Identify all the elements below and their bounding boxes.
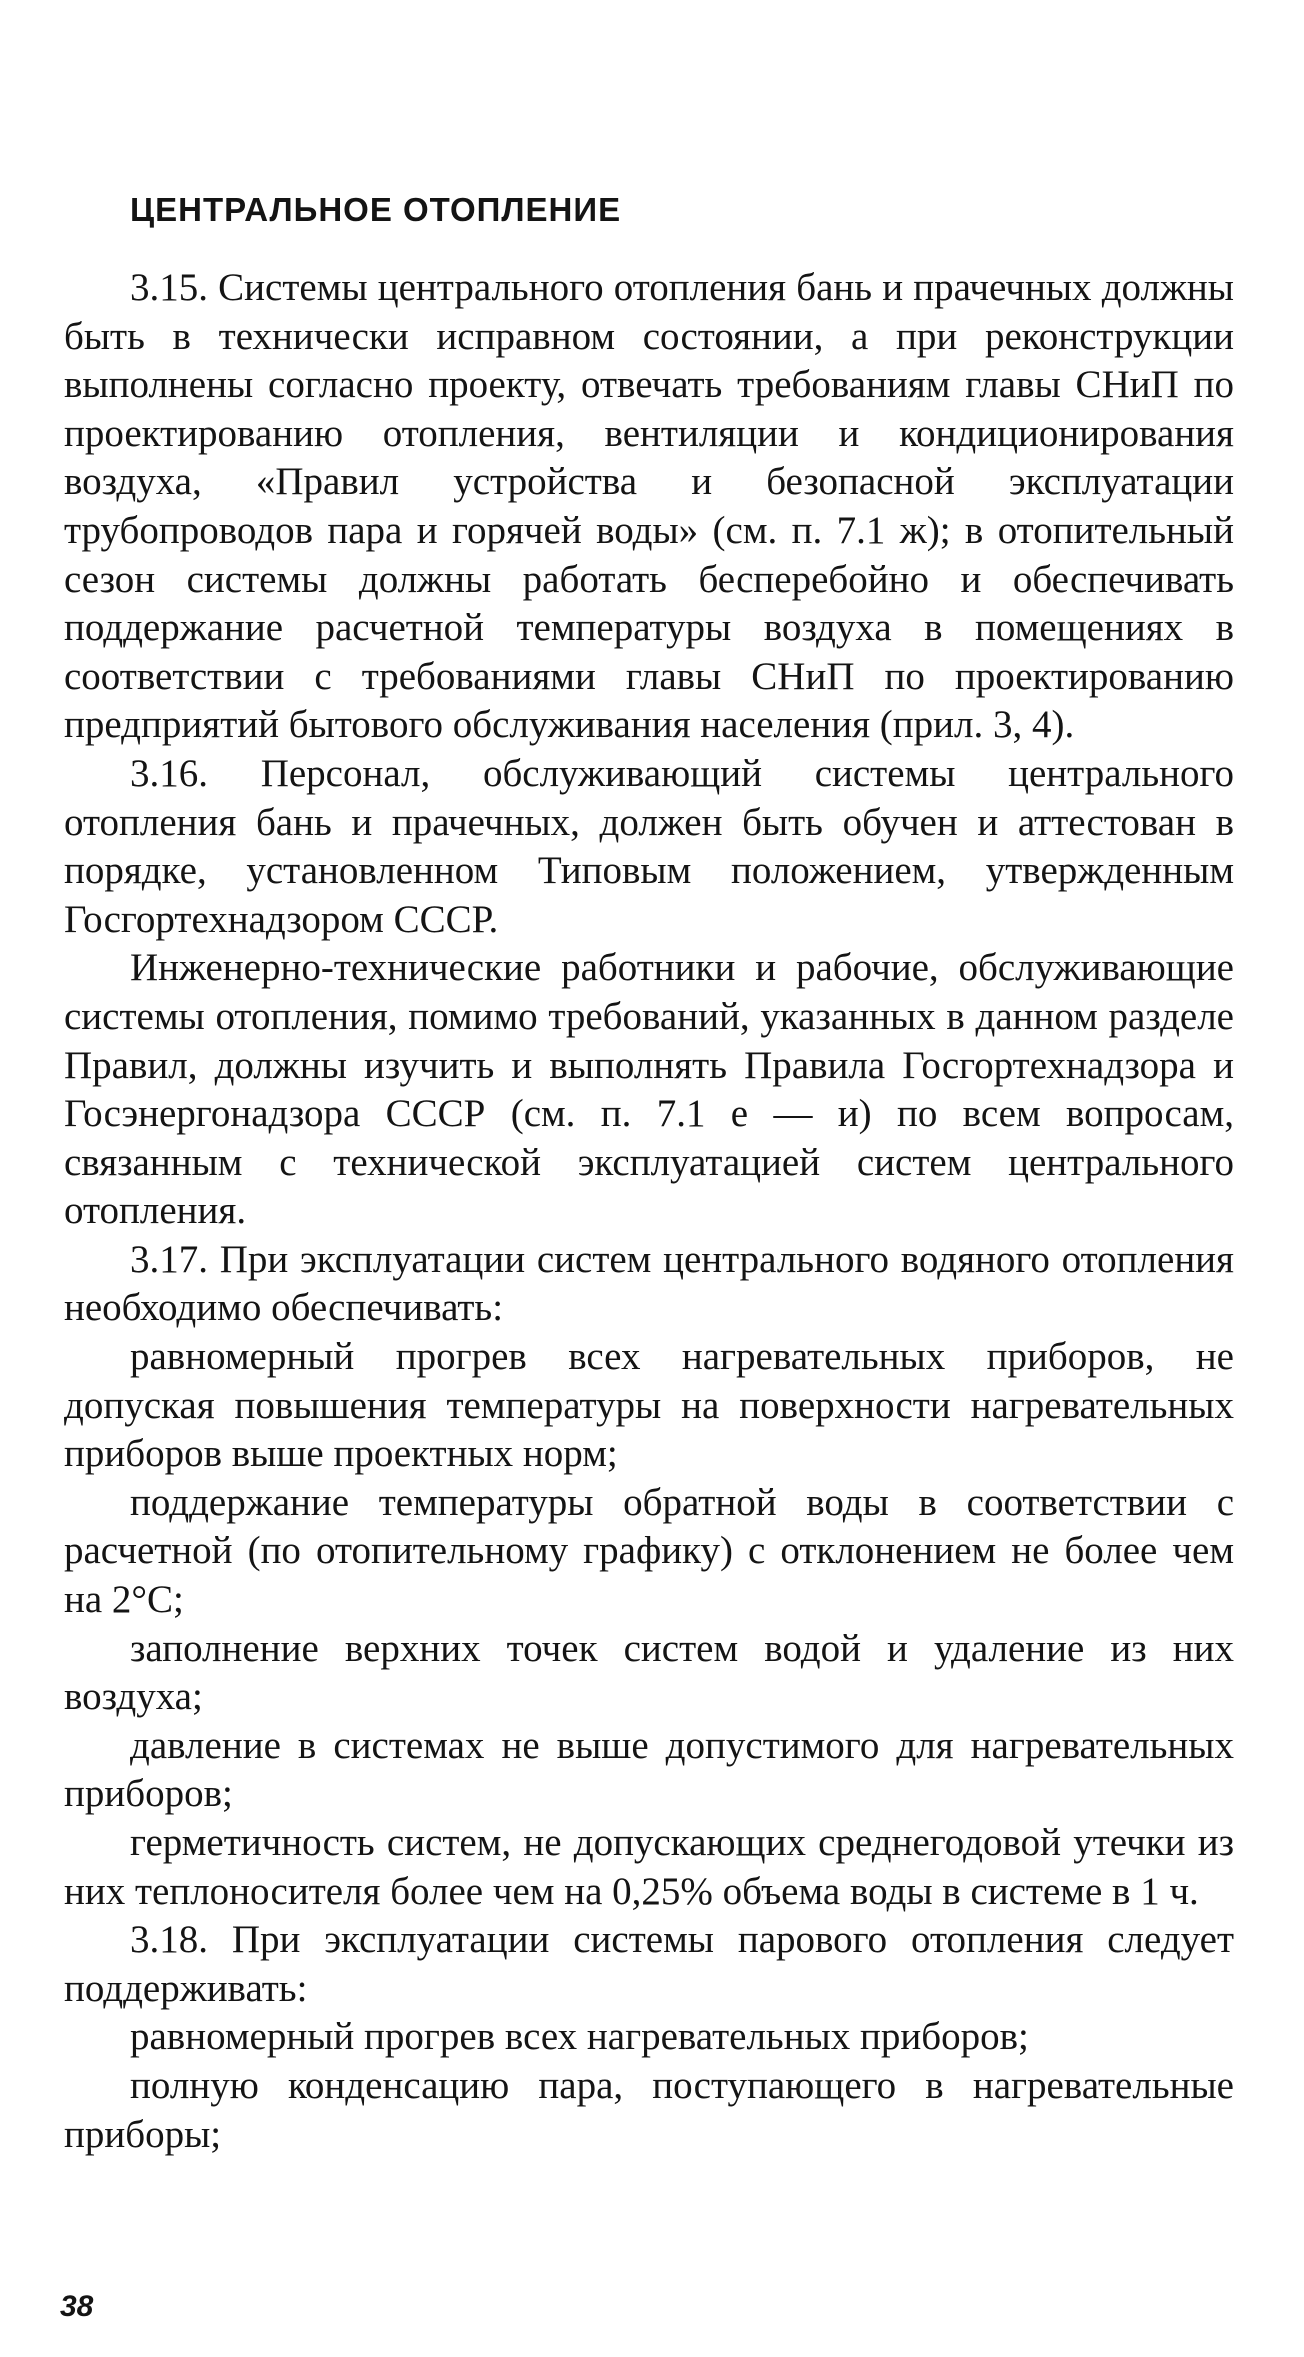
list-item-steam-condensation: полную конденсацию пара, поступающего в нагревательные приборы; xyxy=(64,2063,1234,2156)
document-page xyxy=(64,190,1234,2159)
list-item-pressure: давление в системах не выше допустимого для нагревательных приборов; xyxy=(64,1723,1234,1816)
page-number: 38 xyxy=(60,2290,94,2323)
list-item-uniform-heating: равномерный прогрев всех нагревательных приборов, не допуская повышения температуры на поверхности нагревательных приборов выше проектных норм; xyxy=(64,1335,1234,1476)
list-item-steam-uniform-heating: равномерный прогрев всех нагревательных приборов; xyxy=(130,2015,1029,2059)
paragraph-3-18: 3.18. При эксплуатации системы парового отопления следует поддерживать: xyxy=(64,1918,1234,2010)
paragraph-engineering-staff: Инженерно-технические работники и рабочие, обслуживающие системы отопления, помимо требований, указанных в данном разделе Правил, должны изучить и выполнять Правила Госгортехнадзора и Госэнергонадзора СССР (см. п. 7.1 е — и) по всем вопросам, связанным с технической эксплуатацией систем центрального отопления. xyxy=(64,946,1234,1233)
paragraph-3-16: 3.16. Персонал, обслуживающий системы центрального отопления бань и прачечных, должен быть обучен и аттестован в порядке, установленном Типовым положением, утвержденным Госгортехнадзором СССР. xyxy=(64,751,1234,941)
paragraph-3-17: 3.17. При эксплуатации систем центрального водяного отопления необходимо обеспечивать: xyxy=(64,1237,1234,1330)
list-item-return-water-temperature: поддержание температуры обратной воды в соответствии с расчетной (по отопительному графику) с отклонением не более чем на 2°С; xyxy=(64,1480,1234,1622)
paragraph-3-15: 3.15. Системы центрального отопления бань и прачечных должны быть в технически исправном состоянии, а при реконструкции выполнены согласно проекту, отвечать требованиям главы СНиП по проектированию отопления, вентиляции и кондиционирования воздуха, «Правил устройства и безопасной эксплуатации трубопроводов пара и горячей воды» (см. п. 7.1 ж); в отопительный сезон системы должны работать бесперебойно и обеспечивать поддержание расчетной температуры воздуха в помещениях в соответствии с требованиями главы СНиП по проектированию предприятий бытового обслуживания населения (прил. 3, 4). xyxy=(64,266,1234,747)
section-heading: ЦЕНТРАЛЬНОЕ ОТОПЛЕНИЕ xyxy=(130,191,622,228)
list-item-tightness: герметичность систем, не допускающих среднегодовой утечки из них теплоносителя более чем на 0,25% объема воды в системе в 1 ч. xyxy=(64,1821,1234,1913)
list-item-air-removal: заполнение верхних точек систем водой и удаление из них воздуха; xyxy=(64,1626,1234,1719)
